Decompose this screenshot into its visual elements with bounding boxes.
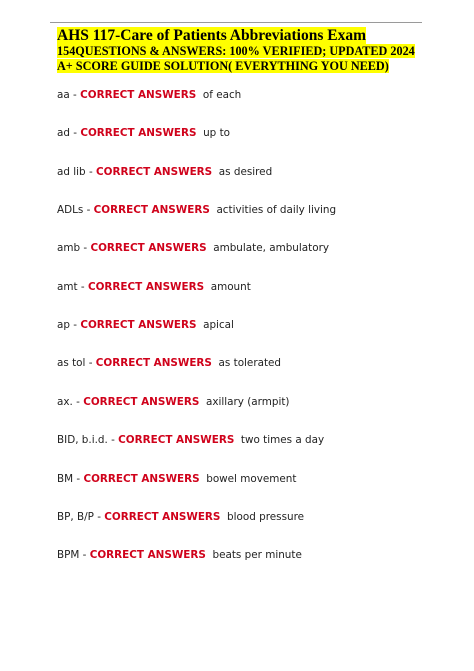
list-item: amt - CORRECT ANSWERS amount	[57, 281, 251, 293]
entry-definition: as tolerated	[218, 357, 282, 369]
entry-term: BP, B/P	[57, 511, 94, 523]
entry-term: aa	[57, 89, 70, 101]
entry-definition: blood pressure	[227, 511, 305, 523]
entry-answer-label: CORRECT ANSWERS	[93, 204, 210, 216]
document-header	[57, 27, 417, 73]
entry-answer-label: CORRECT ANSWERS	[89, 549, 206, 561]
document-title-text: AHS 117-Care of Patients Abbreviations Exam	[57, 27, 367, 44]
entry-definition: amount	[210, 281, 251, 293]
entry-answer-label: CORRECT ANSWERS	[80, 89, 197, 101]
document-subtitle	[57, 44, 417, 73]
entry-term: ADLs	[57, 204, 84, 216]
entry-definition: activities of daily living	[216, 204, 337, 216]
entry-answer-label: CORRECT ANSWERS	[90, 242, 207, 254]
entry-definition: up to	[203, 127, 231, 139]
entry-definition: as desired	[218, 166, 273, 178]
entry-answer-label: CORRECT ANSWERS	[104, 511, 221, 523]
entry-answer-label: CORRECT ANSWERS	[83, 396, 200, 408]
list-item: BM - CORRECT ANSWERS bowel movement	[57, 473, 297, 485]
entry-definition: axillary (armpit)	[205, 396, 290, 408]
entry-term: ax.	[57, 396, 73, 408]
list-item: BPM - CORRECT ANSWERS beats per minute	[57, 549, 302, 561]
entry-term: ap	[57, 319, 70, 331]
list-item: amb - CORRECT ANSWERS ambulate, ambulatory	[57, 242, 329, 254]
entry-term: amb	[57, 242, 81, 254]
entry-answer-label: CORRECT ANSWERS	[80, 319, 197, 331]
entry-answer-label: CORRECT ANSWERS	[118, 434, 235, 446]
entry-term: BID, b.i.d.	[57, 434, 108, 446]
entry-definition: ambulate, ambulatory	[213, 242, 329, 254]
entry-term: as tol	[57, 357, 86, 369]
list-item: ap - CORRECT ANSWERS apical	[57, 319, 234, 331]
list-item: ax. - CORRECT ANSWERS axillary (armpit)	[57, 396, 290, 408]
entry-definition: apical	[203, 319, 234, 331]
list-item: ad lib - CORRECT ANSWERS as desired	[57, 166, 273, 178]
entry-term: ad lib	[57, 166, 86, 178]
document-subtitle-text: 154QUESTIONS & ANSWERS: 100% VERIFIED; UPDATED 2024 A+ SCORE GUIDE SOLUTION( EVERYTHING YOU NEED)	[57, 44, 415, 73]
entry-answer-label: CORRECT ANSWERS	[96, 166, 213, 178]
entry-definition: two times a day	[240, 434, 325, 446]
entry-definition: bowel movement	[206, 473, 297, 485]
list-item: BP, B/P - CORRECT ANSWERS blood pressure	[57, 511, 305, 523]
entry-term: BPM	[57, 549, 80, 561]
entry-answer-label: CORRECT ANSWERS	[95, 357, 212, 369]
top-rule	[50, 22, 422, 23]
list-item: BID, b.i.d. - CORRECT ANSWERS two times a day	[57, 434, 325, 446]
list-item: ad - CORRECT ANSWERS up to	[57, 127, 231, 139]
entry-term: ad	[57, 127, 70, 139]
entry-term: amt	[57, 281, 78, 293]
list-item: as tol - CORRECT ANSWERS as tolerated	[57, 357, 282, 369]
entry-term: BM	[57, 473, 74, 485]
entry-definition: of each	[202, 89, 242, 101]
list-item: ADLs - CORRECT ANSWERS activities of daily living	[57, 204, 337, 216]
entry-definition: beats per minute	[212, 549, 302, 561]
entry-answer-label: CORRECT ANSWERS	[80, 127, 197, 139]
entry-answer-label: CORRECT ANSWERS	[83, 473, 200, 485]
list-item: aa - CORRECT ANSWERS of each	[57, 89, 242, 101]
entry-answer-label: CORRECT ANSWERS	[87, 281, 205, 293]
document-title	[57, 27, 417, 44]
